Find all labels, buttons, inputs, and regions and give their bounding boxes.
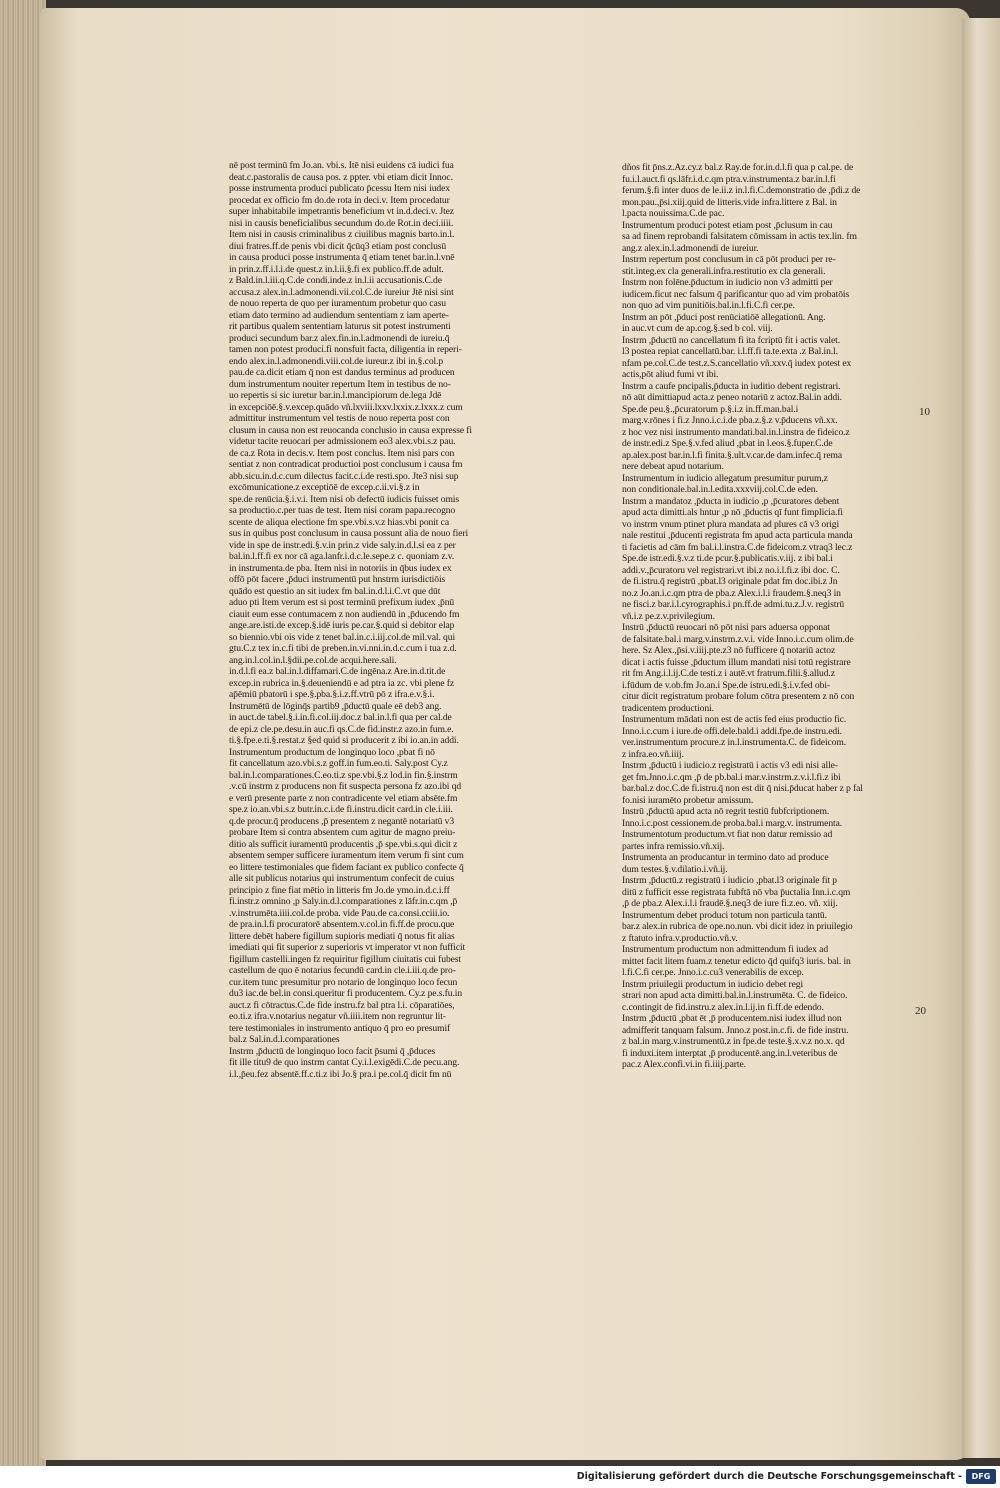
text-line: bal.in.l.ff.fi ex nor cā aga.lanfr.i.d.c.le.sepe.z c. quoniam z.v. — [229, 551, 455, 562]
text-line: Instrumentum in iudicio allegatum presumitur purum,z — [622, 472, 828, 484]
text-line: super inhabitabile impetrantis beneficium vt in.d.deci.v. Jtez — [229, 206, 454, 217]
text-line: in instrumenta.de pba. Item nisi in notoriis in q̄bus iudex ex — [229, 562, 452, 574]
text-line: endo alex.in.l.admonendi.viii.col.de iureur.z ibi in.§.col.p — [229, 355, 444, 367]
text-line: fit cancellatum azo.vbi.s.z goff.in fum.eo.ti. Saly.post Cy.z — [229, 758, 448, 769]
text-line: ver.instrumentum procure.z in.l.instrumenta.C. de fideicom. — [622, 737, 847, 748]
text-line: here. Sz Alex.,p̄si.v.iiij.pte.z3 nō fufficere q̄ notariū actoz — [622, 645, 836, 656]
text-line: in prin.z.ff.i.l.i.de quest.z in.l.ii.§.fi ex publico.ff.de adult. — [229, 263, 444, 275]
text-line: ap.alex.post bar.in.l.fi finita.§.ult.v.car.de dam.infec.q̄ rema — [622, 449, 843, 461]
text-line: du3 iac.de bel.in consi.queritur fi producentem. Cy.z pe.s.fu.in — [229, 988, 463, 999]
text-line: so biennio.vbi ois vide z tenet bal.in.c.i.iij.col.de mil.val. qui — [229, 631, 456, 643]
text-line: posse instrumenta produci publicato p̄cessu Item nisi iudex — [229, 183, 450, 194]
text-line: littere debēt habere figillum supioris mediati q̄ notus fit alias — [229, 930, 455, 942]
text-line: de nouo reperta de quo per iuramentum probetur quo casu — [229, 298, 446, 309]
text-line: strari non apud acta dimitti.bal.in.l.instrumēta. C. de fideico. — [622, 990, 848, 1001]
text-line: Instrumētū de lōginq̄s partib9 ,p̄ductū quale eē deb3 ang. — [229, 700, 442, 712]
text-line: tere testimoniales in instrumento antiquo q̄ pro eo presumif — [229, 1022, 451, 1034]
text-line: dum testes.§.v.dilatio.i.vñ.ij. — [622, 863, 728, 875]
text-line: clusum in causa non est reuocanda conclusio in causa expresse fi — [229, 424, 472, 436]
text-line: Spe.de istr.edi.§.v.z ti.de pcur.§.publicatis.v.iij. z ibi bal.i — [622, 553, 833, 564]
text-line: nō aūt dimittiapud acta.z peneo notariū z actoz.Bal.in addi. — [622, 392, 842, 403]
text-line: ditio als sufficit iuramentū producentis ,p̄ spe.vbi.s.qui dicit z — [229, 838, 458, 850]
text-line: fi induxi.item interptat ,p̄ producentē.ang.in.l.veteribus de — [622, 1047, 838, 1059]
text-line: Instrumentum mādati non est de actis fed eius productio fic. — [622, 714, 847, 725]
text-line: castellum de quo ē notarius fecundū card.in cle.i.iii.q.de pro- — [229, 965, 456, 976]
text-line: bar.bal.z doc.C.de fi.istru.q̄ non est dit q̄ nisi.p̄ducat haber z p fal — [622, 783, 863, 794]
text-line: Instrumentotum productum.vt fiat non datur remissio ad — [622, 829, 833, 840]
text-line: i.l.,p̄eu.fez absentē.ff.c.ti.z ibi Jo.§ pra.i pe.col.q̄ dicit fm nū — [229, 1068, 452, 1080]
text-line: absentem semper sufficere iuramentum item verum fi sint cum — [229, 850, 464, 861]
text-line: marg.v.rōnes i fi.z Jnno.i.c.i.de pba.z.§.z v.p̄ducens vñ.xx. — [622, 415, 838, 426]
text-line: l.fi.C.fi cer.pe. Jnno.i.c.cu3 venerabilis de excep. — [622, 967, 804, 978]
text-line: non conditionale.bal.in.l.edita.xxxviij.col.C.de eden. — [622, 484, 818, 495]
text-line: Instrm a mandatoz ,p̄ducta in iudicio ,p ,p̄curatores debent — [622, 495, 840, 507]
text-line: produci secundum bar.z alex.fin.in.l.admonendi de iureiu.q̄ — [229, 332, 450, 344]
text-line: .v.instrumēta.iiii.col.de proba. vide Pau.de ca.consi.cciii.io. — [229, 907, 450, 919]
text-line: cur.item tunc presumitur pro notario de longinquo loco fecun — [229, 976, 458, 988]
text-line: aduo pti Item verum est si post terminū prefixum iudex ,p̄nū — [229, 597, 455, 608]
text-line: de fi.istru.q̄ registrū ,pbat.l3 originale pdat fm doc.ibi.z Jn — [622, 576, 838, 587]
text-line: excep.in rubrica in.§.deueniendū e ad ptra ia zc. vbi plene fz — [229, 677, 455, 689]
text-line: .v.cū instrm z producens non fit suspecta persona fz azo.ibi qd — [229, 781, 462, 792]
text-line: dños fit p̄ns.z.Az.cy.z bal.z Ray.de for.in.d.l.fi qua p cal.pe. de — [622, 162, 854, 173]
text-line: in excepciōē.§.v.excep.quādo vñ.lxviii.lxxv.lxxix.z.lxxx.z cum — [229, 401, 463, 413]
text-line: ange.are.isti.de excep.§.idē iuris pe.car.§.quid si debitor elap — [229, 620, 455, 631]
text-line: Instrm repertum post conclusum in cā pōt produci per re- — [622, 254, 836, 265]
text-line: accusa.z alex.in.l.admonendi.vii.col.C.de iureiur Jtē nisi sint — [229, 286, 454, 298]
text-line: Instrm ,p̄ductū i iudicio.z registratū i actis v3 edi nisi alle- — [622, 760, 838, 771]
text-line: bar.z alex.in rubrica de ope.no.nun. vbi dicit idez in priuilegio — [622, 921, 853, 932]
text-line: Instrumentum productum de longinquo loco ,pbat fi nō — [229, 746, 435, 758]
text-line: nere debeat apud notarium. — [622, 461, 724, 472]
text-line: nale restitui ,p̄ducenti registrata fm apud acta particula manda — [622, 530, 853, 541]
text-line: Instrumentum debet produci totum non particula tantū. — [622, 909, 827, 921]
text-line: l.pacta nouissima.C.de pac. — [622, 208, 725, 219]
text-line: Instrumenta an producantur in termino dato ad produce — [622, 852, 829, 863]
text-line: etiam dato termino ad audiendum sententiam z iam aperte- — [229, 309, 449, 321]
text-line: nisi in causis beneficialibus secundum do.de Rot.in deci.iiii. — [229, 217, 454, 229]
text-line: Instrm ,p̄ductū de longinquo loco facit p̄sumi q̄ ,p̄duces — [229, 1045, 436, 1057]
text-line: de pra.in.l.fi procuratorē absentem.v.col.in fi.ff.de procu.que — [229, 919, 455, 930]
text-line: videtur tacite reuocari per admissionem eo3 alex.vbi.s.z pau. — [229, 436, 456, 447]
text-line: sa productio.c.per tuas de test. Item nisi coram papa.recogno — [229, 505, 456, 516]
text-line: sa ad finem reprobandi falsitatem cōmissam in actis tex.lin. fm — [622, 231, 857, 242]
text-line: ti facietis ad cām fm bal.i.l.instra.C.de fideicom.z vtraq3 lec.z — [622, 541, 853, 553]
footer-credit-text: Digitalisierung gefördert durch die Deutsche Forschungsgemeinschaft - — [576, 1471, 962, 1482]
margin-number-20: 20 — [915, 1005, 926, 1017]
text-line: rit fm Ang.i.l.ij.C.de testi.z i autē.vt fratrum.filii.§.allud.z — [622, 668, 835, 679]
text-line: Instrm non folēne.p̄ductum in iudicio non v3 admitti per — [622, 277, 833, 288]
text-line: no.z Jo.an.i.c.qm ptra de pba.z Alex.i.l.i fraudem.§.neq3 in — [622, 587, 841, 599]
text-line: pac.z Alex.confi.vi.in fi.iiij.parte. — [622, 1059, 746, 1070]
text-line: z ftatuto infra.v.productio.vñ.v. — [622, 932, 738, 944]
text-line: probare Item si contra absentem cum agitur de magno preiu- — [229, 827, 456, 838]
text-line: uo repertis si sic iuretur bar.in.l.mancipiorum de.lega Jdē — [229, 390, 442, 401]
text-line: fi.instr.z omnino ,p Saly.in.d.l.comparationes z lāfr.in.c.qm ,p̄ — [229, 896, 458, 907]
text-line: bal.z Sal.in.d.l.comparationes — [229, 1034, 340, 1045]
text-line: tradicentem productioni. — [622, 702, 714, 714]
text-line: sus in quibus post conclusum in causa possunt alia de nouo fieri — [229, 528, 469, 539]
text-line: eo littere testimoniales que fidem faciant ex publico confecte q̄ — [229, 861, 464, 873]
text-line: spe.de renūcia.§.i.v.i. Item nisi ob defectū iudicis fuisset omis — [229, 493, 460, 505]
right-text-column — [622, 162, 908, 1071]
text-line: in causa produci posse instrumenta q̄ etiam tenet bar.in.l.vnē — [229, 252, 455, 263]
text-line: offō pōt facere ,p̄duci instrumentū put hnstrm iurisdictiōis — [229, 574, 446, 585]
text-line: Inno.i.c.cum i iure.de offi.dele.bald.i addi.fpe.de instru.edi. — [622, 725, 842, 737]
text-line: i.fūdum de v.ob.fm Jo.an.i Spe.de istru.edi.§.i.v.fed obi- — [622, 679, 830, 691]
text-line: partes infra remissio.vñ.xij. — [622, 840, 725, 852]
text-line: figillum castelli.ingen fz requiritur figillum ciuitatis cui fubest — [229, 953, 462, 965]
text-line: ferum.§.fi inter duos de le.ii.z in.l.fi.C.demonstratio de ,p̄di.z de — [622, 185, 861, 196]
text-line: Instrumentum productum non admittendum fi iudex ad — [622, 944, 829, 955]
text-line: actis,pōt aliud fumi vt ibi. — [622, 369, 719, 380]
text-line: e verū presente parte z non contradicente vel etiam absēte.fm — [229, 792, 458, 804]
text-line: z bal.in marg.v.instrumentū.z in fpe.de teste.§.x.v.z no.x. qd — [622, 1036, 845, 1047]
text-line: mittet facit litem fuam.z tenetur edicto q̄d quifq3 iuris. bal. in — [622, 955, 851, 967]
text-line: ang.z alex.in.l.admonendi de iureiur. — [622, 242, 759, 254]
text-line: auct.z fi cōtractus.C.de fide instru.fz bal ptra l.i. cōparatiōes, — [229, 999, 455, 1011]
text-line: fu.i.l.auct.fi qs.lāfr.i.d.c.qm ptra.v.instrumenta.z bar.in.l.fi — [622, 173, 836, 185]
text-line: rit partibus qualem sententiam laturus sit potest instrumenti — [229, 321, 451, 332]
text-line: vo instrm vnum ptinet plura mandata ad plures cā v3 origi — [622, 518, 840, 530]
text-line: vñ.i.z pe.z.v.privilegium. — [622, 610, 715, 622]
text-line: de instr.edi.z Spe.§.v.fed aliud ,pbat in l.eos.§.fuper.C.de — [622, 438, 833, 449]
text-line: de falsitate.bal.i marg.v.instrm.z.v.i. vide Inno.i.c.cum olim.de — [622, 633, 854, 645]
text-line: nfam pe.col.C.de test.z.S.cancellatio vñ.xxv.q̄ iudex potest ex — [622, 357, 852, 369]
text-line: Item nisi in causis criminalibus z ciuilibus magnis barto.in.l. — [229, 229, 455, 240]
text-line: tamen non potest produci.fi nonsfuit facta, diligentia in reperi- — [229, 344, 462, 355]
text-line: alle sit publicus notarius qui instrumentum confecit de cuius — [229, 873, 455, 884]
margin-number-10: 10 — [919, 406, 930, 418]
text-line: pau.de ca.dicit etiam q̄ non est dandus terminus ad producen — [229, 367, 455, 378]
text-line: mon.pau.,p̄si.xiij.quid de litteris.vide infra.littere z Bal. in — [622, 196, 837, 208]
text-line: citur dicit registratum probare folum cōtra presentem z nō con — [622, 691, 855, 702]
text-line: ap̄ēmiū pbatorū i spe.§.pba.§.i.z.ff.vtrū pō z ifra.e.v.§.i. — [229, 689, 435, 700]
text-line: z infra.eo.vñ.iiij. — [622, 748, 684, 760]
text-line: de ca.z Rota in decis.v. Item post conclus. Item nisi pars con — [229, 447, 455, 459]
text-line: spe.z io.an.vbi.s.z butr.in.c.i.de fi.instru.dicit card.in cle.i.iii. — [229, 804, 453, 815]
text-line: z hoc vez nisi instrumento mandati.bal.in.l.instra de fideico.z — [622, 426, 850, 438]
footer-bar — [0, 1466, 1000, 1488]
text-line: get fm.Jnno.i.c.qm ,p̄ de pb.bal.i mar.v.instrm.z.v.i.l.fi.z ibi — [622, 771, 841, 783]
text-line: fit ille titu9 de quo instrm cantat Cy.i.l.exigēdi.C.de pecu.ang. — [229, 1057, 460, 1068]
text-line: c.contingit de fid.instru.z alex.in.l.ij.in fi.ff.de edendo. — [622, 1001, 824, 1013]
text-line: ,p̄ de pba.z Alex.i.l.i fraudē.§.neq3 de iure fi.z.eo. vñ. xiij. — [622, 898, 838, 909]
text-line: sentiat z non contradicat productioi post conclusum i causa fm — [229, 459, 463, 470]
text-line: stit.integ.ex cla generali.infra.restitutio ex cla generali. — [622, 265, 826, 277]
text-line: Instrm priuilegii productum in iudicio debet regi — [622, 978, 804, 990]
text-line: Instrm an pōt ,p̄duci post renūciatiōē allegationū. Ang. — [622, 311, 826, 323]
text-line: z Bald.in.l.iii.q.C.de condi.inde.z in.l.ii accusationis.C.de — [229, 275, 442, 286]
text-line: diui fratres.ff.de penis vbi dicit q̄cūq3 etiam post conclusū — [229, 240, 447, 252]
text-line: Instrumentum produci potest etiam post ,p̄clusum in cau — [622, 219, 833, 231]
text-line: addi.v.,p̄curatoru vel registrari.vt ibi.z no.i.l.fi.z ibi doc. C. — [622, 564, 840, 576]
text-line: Instrm ,p̄ductū.z registratū i iudicio ,pbat.l3 originale fit p — [622, 875, 837, 886]
text-line: ciauit eum esse contumacem z non audiendū in ,p̄ducendo fm — [229, 608, 460, 620]
text-line: procedat ex officio fm do.de rota in deci.v. Item procedatur — [229, 194, 450, 206]
text-line: eo.ti.z ifra.v.notarius negatur vñ.iiii.item non regruntur lit- — [229, 1011, 446, 1022]
text-line: scente de aliqua electione fm spe.vbi.s.v.z hias.vbi ponit ca — [229, 516, 449, 528]
text-line: de epi.z cle.pe.desu.in auc.fi qs.C.de fid.instr.z azo.in fum.e. — [229, 723, 454, 735]
text-line: Instrm ,p̄ductū ,pbat ēt ,p̄ producentem.nisi iudex illud non — [622, 1013, 842, 1024]
text-line: q.de procur.q̄ producens ,p̄ presentem z negantē notariatū v3 — [229, 815, 455, 827]
text-line: bal.in.l.comparationes.C.eo.ti.z spe.vbi.§.z lod.in fin.§.instrm — [229, 769, 458, 781]
text-line: fo.nisi iuramēto probetur amissum. — [622, 794, 754, 806]
text-line: gtu.C.z tex in.c.fi tibi de preben.in.vi.nni.in.d.c.cum i tua z.d. — [229, 643, 457, 654]
text-line: Instrm a caufe pncipalis,p̄ducta in iuditio debent registrari. — [622, 380, 841, 392]
text-line: ti.§.fpe.e.ti.§.restat.z §ed quid si producerit z ibi io.an.in addi. — [229, 735, 459, 746]
text-line: ang.in.l.col.in.l.§dii.pe.col.de acqui.here.sali. — [229, 654, 397, 666]
text-line: Instrm ,p̄ductū no cancellatum fi ita fcriptū fit i actis valet. — [622, 334, 841, 346]
text-line: Instrū ,p̄ductū reuocari nō pōt nisi pars aduersa opponat — [622, 622, 830, 633]
text-line: imediati qui fit superior z superioris vt imperator vt non fufficit — [229, 942, 466, 953]
dfg-logo-icon: DFG — [966, 1469, 996, 1484]
text-line: non quo ad vim punitiōis.bal.in.l.fi.C.fi cer.pe. — [622, 300, 795, 311]
text-line: iudicem.ficut nec falsum q̄ parificantur quo ad vim probatōis — [622, 288, 850, 300]
text-line: in.d.l.fi ea.z bal.in.l.diffamari.C.de ingēna.z Are.in.d.tit.de — [229, 666, 446, 677]
text-line: Inno.i.c.post cessionem.de proba.bal.i marg.v. instrumenta. — [622, 817, 843, 829]
text-line: quādo est questio an sit iudex fm bal.in.d.l.i.C.vt que dūt — [229, 585, 441, 597]
text-line: apud acta dimitti.als hntur ,p nō ,p̄ductis qī funt fimplicia.fi — [622, 507, 843, 518]
text-line: excōmunicatione.z exceptiōē de excep.c.ii.vi.§.z in — [229, 482, 420, 493]
text-line: vide in spe de instr.edi.§.v.in prin.z vide saly.in.d.l.si ea z per — [229, 539, 456, 551]
text-line: l3 postea repiat cancellatū.bar. i.l.ff.fi ta.te.exta .z Bal.in.l. — [622, 346, 838, 357]
text-line: admifferit tanquam falsum. Jnno.z post.in.c.fi. de fide instru. — [622, 1024, 849, 1036]
text-line: principio z fine fiat mētio in litteris fm Jo.de ymo.in.d.c.i.ff — [229, 884, 450, 896]
left-text-column — [229, 160, 521, 1080]
text-line: admittitur instrumentum vel testis de nouo reperta post con — [229, 413, 450, 424]
text-line: dicat i actis fuisse ,p̄ductum illum mandati nisi totū registrare — [622, 656, 851, 668]
text-line: Instrū ,p̄ductū apud acta nō regrit testiū fubfcriptionem. — [622, 806, 830, 817]
text-line: ditū z fufficit esse registrata fubftā nō vba p̄uctalia Inn.i.c.qm — [622, 886, 851, 898]
text-line: dum instrumentum nouiter repertum Item in testibus de no- — [229, 378, 451, 390]
text-line: in auct.de tabel.§.i.in.fi.col.iij.doc.z bal.in.l.fi qua per cal.de — [229, 712, 452, 723]
text-line: deat.c.pastoralis de causa pos. z ppter. vbi etiam dicit Innoc. — [229, 171, 453, 183]
text-line: in auc.vt cum de ap.cog.§.sed b col. viij. — [622, 323, 773, 334]
text-line: abb.sicu.in.d.c.cum dilectus facit.c.i.de resti.spo. Jte3 nisi sup — [229, 470, 459, 482]
text-line: Spe.de peu.§.,p̄curatorum p.§.i.z in.ff.man.bal.i — [622, 403, 799, 415]
text-line: ne fisci.z bar.i.l.cyrographis.i pn.ff.de admi.tu.z.J.v. registrū — [622, 599, 845, 610]
right-page-edge — [962, 18, 1000, 1458]
text-line: nē post terminū fm Jo.an. vbi.s. Itē nisi euidens cā iudici fua — [229, 160, 454, 171]
